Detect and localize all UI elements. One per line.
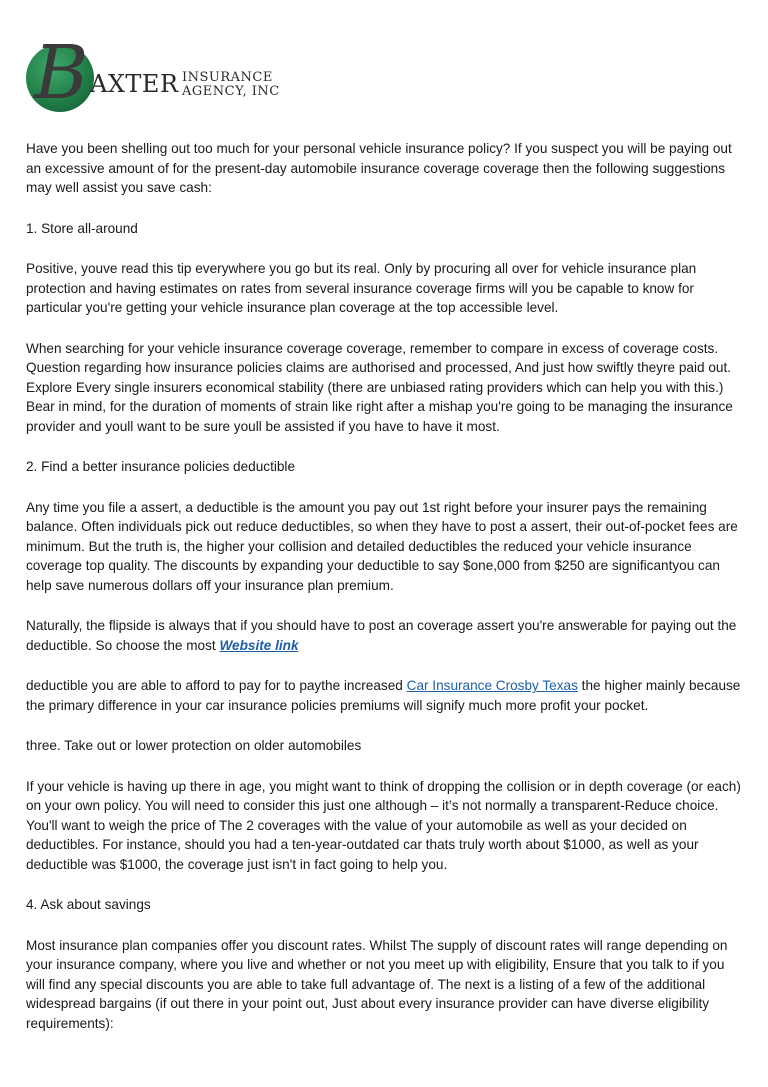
section-heading-1: 1. Store all-around [26,220,138,236]
paragraph: Most insurance plan companies offer you discount rates. Whilst The supply of discount rates will range depending on your insurance company, where you live and whether or not you meet up with eligibility, Ensure that you talk to if you will find any special discounts you are able to take full advantage of. The next is a listing of a few of the additional widespread bargains (if out there in your point out, Just about every insurance provider can have diverse eligibility requirements): [26,937,728,1031]
logo-subtitle [182,71,280,99]
paragraph-text: deductible you are able to afford to pay for to paythe increased [26,678,407,693]
website-link[interactable]: Website link [219,637,299,653]
intro-paragraph: Have you been shelling out too much for your personal vehicle insurance policy? If you suspect you will be paying out an excessive amount of for the present-day automobile insurance coverage coverage then the following suggestions may well assist you save cash: [26,141,732,195]
paragraph-with-link [26,616,744,655]
paragraph: When searching for your vehicle insurance coverage coverage, remember to compare in excess of coverage costs. Question regarding how insurance policies claims are authorised and processed, And just how swiftly theyre paid out. Explore Every single insurers economical stability (there are unbiased rating providers which can help you with this.) Bear in mind, for the duration of moments of strain like right after a mishap you're going to be managing the insurance provider and youll want to be sure youll be assisted if you have to have it most. [26,340,733,434]
logo-initial: B [34,30,89,116]
paragraph-with-link [26,676,744,715]
company-logo [26,30,296,116]
article-body [26,139,744,1054]
paragraph: Positive, youve read this tip everywhere you go but its real. Only by procuring all over for vehicle insurance plan protection and having estimates on rates from several insurance coverage firms will you be capable to know for particular you're getting your vehicle insurance plan coverage at the top accessible level. [26,261,697,315]
paragraph: Any time you file a assert, a deductible is the amount you pay out 1st right before your insurer pays the remaining balance. Often individuals pick out reduce deductibles, so when they have to post a assert, their out-of-pocket fees are minimum. But the truth is, the higher your collision and detailed deductibles the reduced your vehicle insurance coverage top quality. The discounts by expanding your deductible to say $one,000 from $250 are significantyou can help save numerous dollars off your insurance plan premium. [26,499,738,593]
paragraph-text: Naturally, the flipside is always that if you should have to post an coverage assert you're answerable for paying out the deductible. So choose the most [26,618,737,653]
paragraph: If your vehicle is having up there in age, you might want to think of dropping the collision or in depth coverage (or each) on your own policy. You will need to consider this just one although – it’s not normally a transparent-Reduce choice. You'll want to weigh the price of The 2 coverages with the value of your automobile as well as your decided on deductibles. For instance, should you had a ten-year-outdated car thats truly worth about $1000, as well as your deductible was $1000, the coverage just isn't in fact going to help you. [26,778,741,872]
logo-name: AXTER [90,70,179,98]
section-heading-3: three. Take out or lower protection on older automobiles [26,738,362,753]
car-insurance-link[interactable]: Car Insurance Crosby Texas [406,678,578,693]
paragraph-text: the higher mainly because the primary difference in your car insurance policies premiums will signify much more profit your pocket. [26,678,741,713]
section-heading-4: 4. Ask about savings [26,897,151,912]
logo-subtitle-line1: INSURANCE [182,70,273,85]
logo-subtitle-line2: AGENCY, INC [182,84,280,99]
section-heading-2: 2. Find a better insurance policies deductible [26,459,296,474]
